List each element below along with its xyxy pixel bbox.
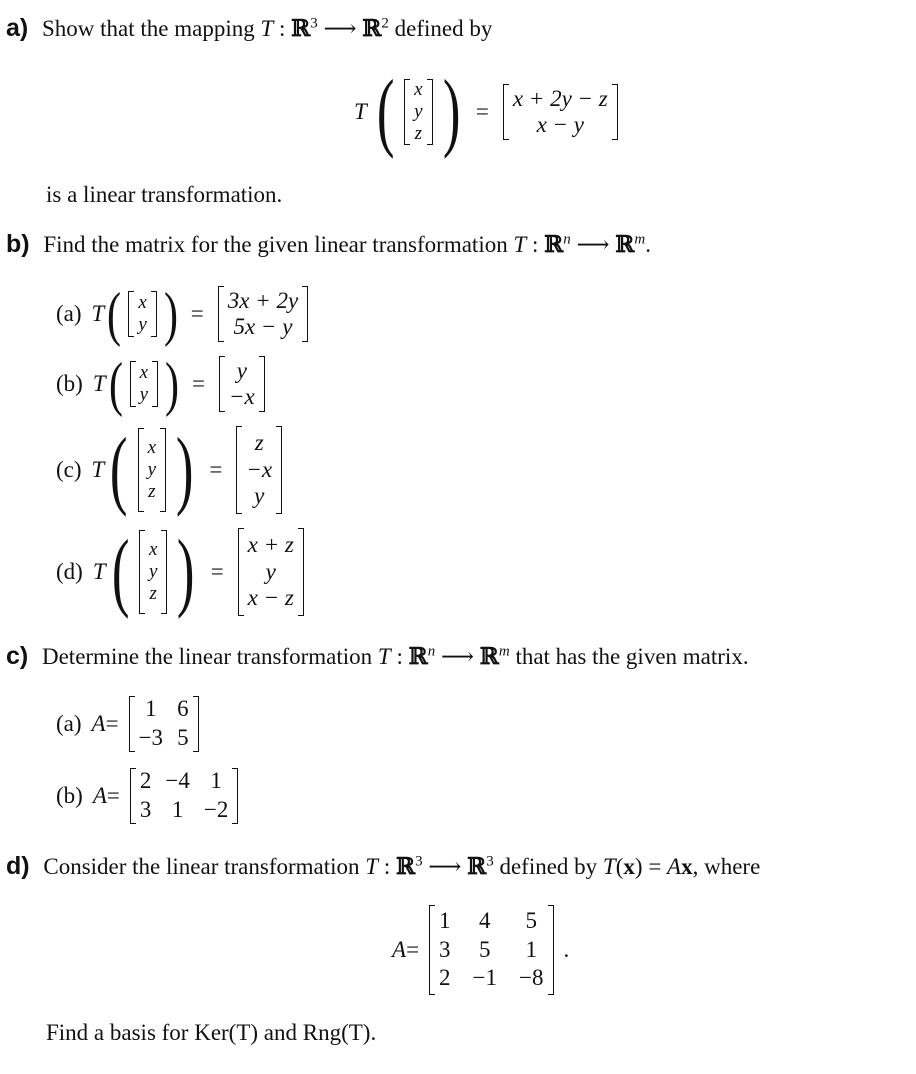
part-a-output-vector [503, 84, 618, 140]
vec-entry: z [254, 430, 264, 456]
part-c-arrow: ⟶ [435, 644, 480, 669]
part-d-intro: Consider the linear transformation [43, 854, 366, 879]
output-vector [236, 426, 282, 514]
item-T: T [91, 301, 105, 326]
input-vector [128, 291, 156, 337]
matrix-name: A [92, 783, 107, 808]
equals-sign: = [210, 559, 224, 584]
input-vector [130, 361, 158, 407]
part-c-colon: : [390, 644, 409, 669]
part-c-label: c) [6, 642, 29, 670]
matrix-entry: −8 [519, 965, 544, 991]
vec-entry: 5x − y [233, 314, 293, 339]
part-d-task: Find a basis for Ker(T) and Rng(T). [46, 1020, 377, 1045]
part-d-where: , where [692, 854, 761, 879]
item-T: T [91, 457, 105, 482]
right-paren: ) [163, 281, 178, 347]
item-T: T [92, 371, 106, 396]
right-paren: ) [177, 523, 195, 620]
equals-sign: = [192, 371, 206, 396]
left-paren: ( [107, 281, 122, 347]
part-c-tail: that has the given matrix. [509, 644, 749, 669]
vec-entry: x [148, 539, 158, 561]
matrix-entry: 4 [479, 907, 491, 933]
matrix-entry: −4 [165, 768, 190, 794]
part-d-matrix-equation [392, 902, 569, 998]
part-b-item-b [56, 351, 269, 417]
part-a-conclusion: is a linear transformation. [46, 182, 283, 207]
equals-sign: = [209, 457, 223, 482]
item-tag: (c) [56, 457, 82, 482]
part-d-colon: : [378, 854, 396, 879]
vec-entry: x [138, 292, 147, 314]
vec-entry: x + 2y − z [512, 85, 608, 111]
part-a-input-vector [404, 79, 432, 145]
part-b-item-c [56, 421, 286, 518]
part-b-colon: : [526, 232, 545, 257]
vec-entry: z [149, 582, 157, 604]
matrix-entry: 3 [139, 797, 152, 822]
output-vector [238, 528, 304, 616]
part-d-header [6, 852, 760, 881]
matrix-entry: 1 [171, 797, 184, 822]
matrix-entry: 5 [525, 907, 538, 933]
part-d-cod-exp: 3 [486, 853, 494, 870]
part-a-dom-exp: 3 [310, 15, 318, 32]
part-c-header [6, 642, 749, 671]
part-d-dom-exp: 3 [415, 853, 423, 870]
vec-entry: y [139, 384, 149, 405]
matrix-entry: −3 [138, 725, 164, 750]
vec-entry: −x [229, 384, 255, 409]
matrix-entry: −1 [472, 965, 498, 991]
part-d-Ax-x: x [681, 854, 693, 879]
vec-entry: y [138, 314, 147, 335]
part-b-label: b) [6, 230, 30, 258]
matrix [130, 768, 238, 824]
part-b-arrow: ⟶ [570, 232, 616, 257]
part-a-label: a) [6, 14, 29, 42]
part-d-paren-close: ) [634, 854, 643, 879]
equals-sign: = [105, 711, 119, 736]
part-a-R1: ℝ [291, 15, 311, 42]
matrix-entry: 2 [439, 965, 451, 991]
part-a-cod-exp: 2 [381, 15, 389, 32]
part-b-R2: ℝ [615, 231, 635, 258]
part-d-R2: ℝ [467, 853, 487, 880]
part-b-n: n [563, 231, 571, 248]
part-c-m: m [498, 643, 510, 660]
equals-sign: = [190, 301, 204, 326]
part-c-intro: Determine the linear transformation [41, 644, 378, 669]
equals-sign: = [406, 937, 420, 962]
equals-sign: = [106, 783, 120, 808]
part-b-item-a [56, 281, 312, 347]
vec-entry: y [147, 459, 157, 481]
vec-entry: x [139, 362, 149, 384]
matrix-entry: 3 [439, 936, 451, 962]
input-vector [139, 530, 167, 614]
vec-entry: z [414, 122, 423, 144]
matrix-entry: 5 [177, 725, 189, 750]
vec-entry: y [148, 561, 158, 583]
right-paren: ) [442, 63, 460, 160]
matrix-name: A [91, 711, 106, 736]
part-b-header [6, 230, 651, 259]
item-tag: (b) [56, 783, 83, 808]
part-b-period: . [645, 232, 651, 257]
vec-entry: y [265, 558, 276, 584]
part-c-R1: ℝ [408, 643, 428, 670]
item-tag: (d) [56, 559, 83, 584]
part-d-defined: defined by [493, 854, 603, 879]
item-tag: (a) [56, 301, 82, 326]
item-T: T [92, 559, 106, 584]
vec-entry: x − z [247, 585, 294, 611]
output-vector [219, 356, 265, 412]
vec-entry: −x [246, 456, 273, 482]
matrix [129, 696, 199, 752]
part-a-colon: : [273, 16, 292, 41]
part-a-arrow: ⟶ [317, 16, 363, 41]
part-d-T: T [365, 854, 379, 879]
matrix-entry: 6 [177, 696, 189, 722]
part-c-item-a [56, 694, 203, 754]
vec-entry: 3x + 2y [227, 287, 299, 313]
vec-entry: x − y [536, 112, 585, 137]
equals-sign: = [475, 99, 489, 124]
part-b-R1: ℝ [544, 231, 564, 258]
part-d-eq: = [642, 854, 668, 879]
part-a-R2: ℝ [362, 15, 382, 42]
matrix-entry: 1 [525, 936, 538, 962]
part-d-Tx-x: x [623, 854, 635, 879]
part-a-header [6, 14, 492, 43]
part-d-arrow: ⟶ [422, 854, 468, 879]
right-paren: ) [175, 421, 194, 518]
part-d-Tx-T: T [602, 854, 616, 879]
part-b-item-d [56, 523, 308, 620]
part-a-defined-by: defined by [388, 16, 493, 41]
part-b-intro: Find the matrix for the given linear transformation [43, 232, 514, 257]
part-c-item-b [56, 766, 242, 826]
matrix-entry: 5 [479, 936, 491, 962]
matrix-entry: 1 [210, 768, 222, 794]
output-vector [218, 286, 308, 342]
vec-entry: z [148, 480, 156, 502]
part-a-equation [354, 62, 622, 162]
part-c-R2: ℝ [479, 643, 499, 670]
input-vector [138, 428, 166, 512]
matrix-entry: −2 [203, 797, 229, 822]
item-tag: (b) [56, 371, 83, 396]
period: . [563, 937, 570, 962]
matrix [429, 905, 553, 995]
vec-entry: y [236, 357, 247, 383]
part-d-paren-open: ( [615, 854, 624, 879]
matrix-entry: 1 [439, 907, 451, 933]
part-b-T: T [513, 232, 527, 257]
part-d-R1: ℝ [395, 853, 416, 880]
part-a-map-name: T [260, 16, 274, 41]
part-c-n: n [427, 643, 436, 660]
part-d-Ax-A: A [667, 854, 682, 879]
right-paren: ) [165, 351, 180, 417]
matrix-name: A [392, 937, 407, 962]
part-d-label: d) [6, 852, 30, 880]
vec-entry: y [414, 101, 423, 123]
vec-entry: x [414, 79, 423, 101]
part-b-m: m [634, 231, 646, 248]
left-paren: ( [110, 421, 128, 518]
left-paren: ( [111, 523, 130, 620]
vec-entry: x [147, 437, 157, 459]
vec-entry: y [254, 483, 265, 509]
vec-entry: x + z [247, 532, 294, 558]
matrix-entry: 2 [139, 768, 152, 794]
left-paren: ( [376, 63, 395, 160]
item-tag: (a) [56, 711, 82, 736]
part-a-intro: Show that the mapping [41, 16, 261, 41]
part-a-eq-T: T [354, 99, 367, 124]
matrix-entry: 1 [145, 696, 157, 722]
part-c-T: T [377, 644, 391, 669]
left-paren: ( [108, 351, 123, 417]
